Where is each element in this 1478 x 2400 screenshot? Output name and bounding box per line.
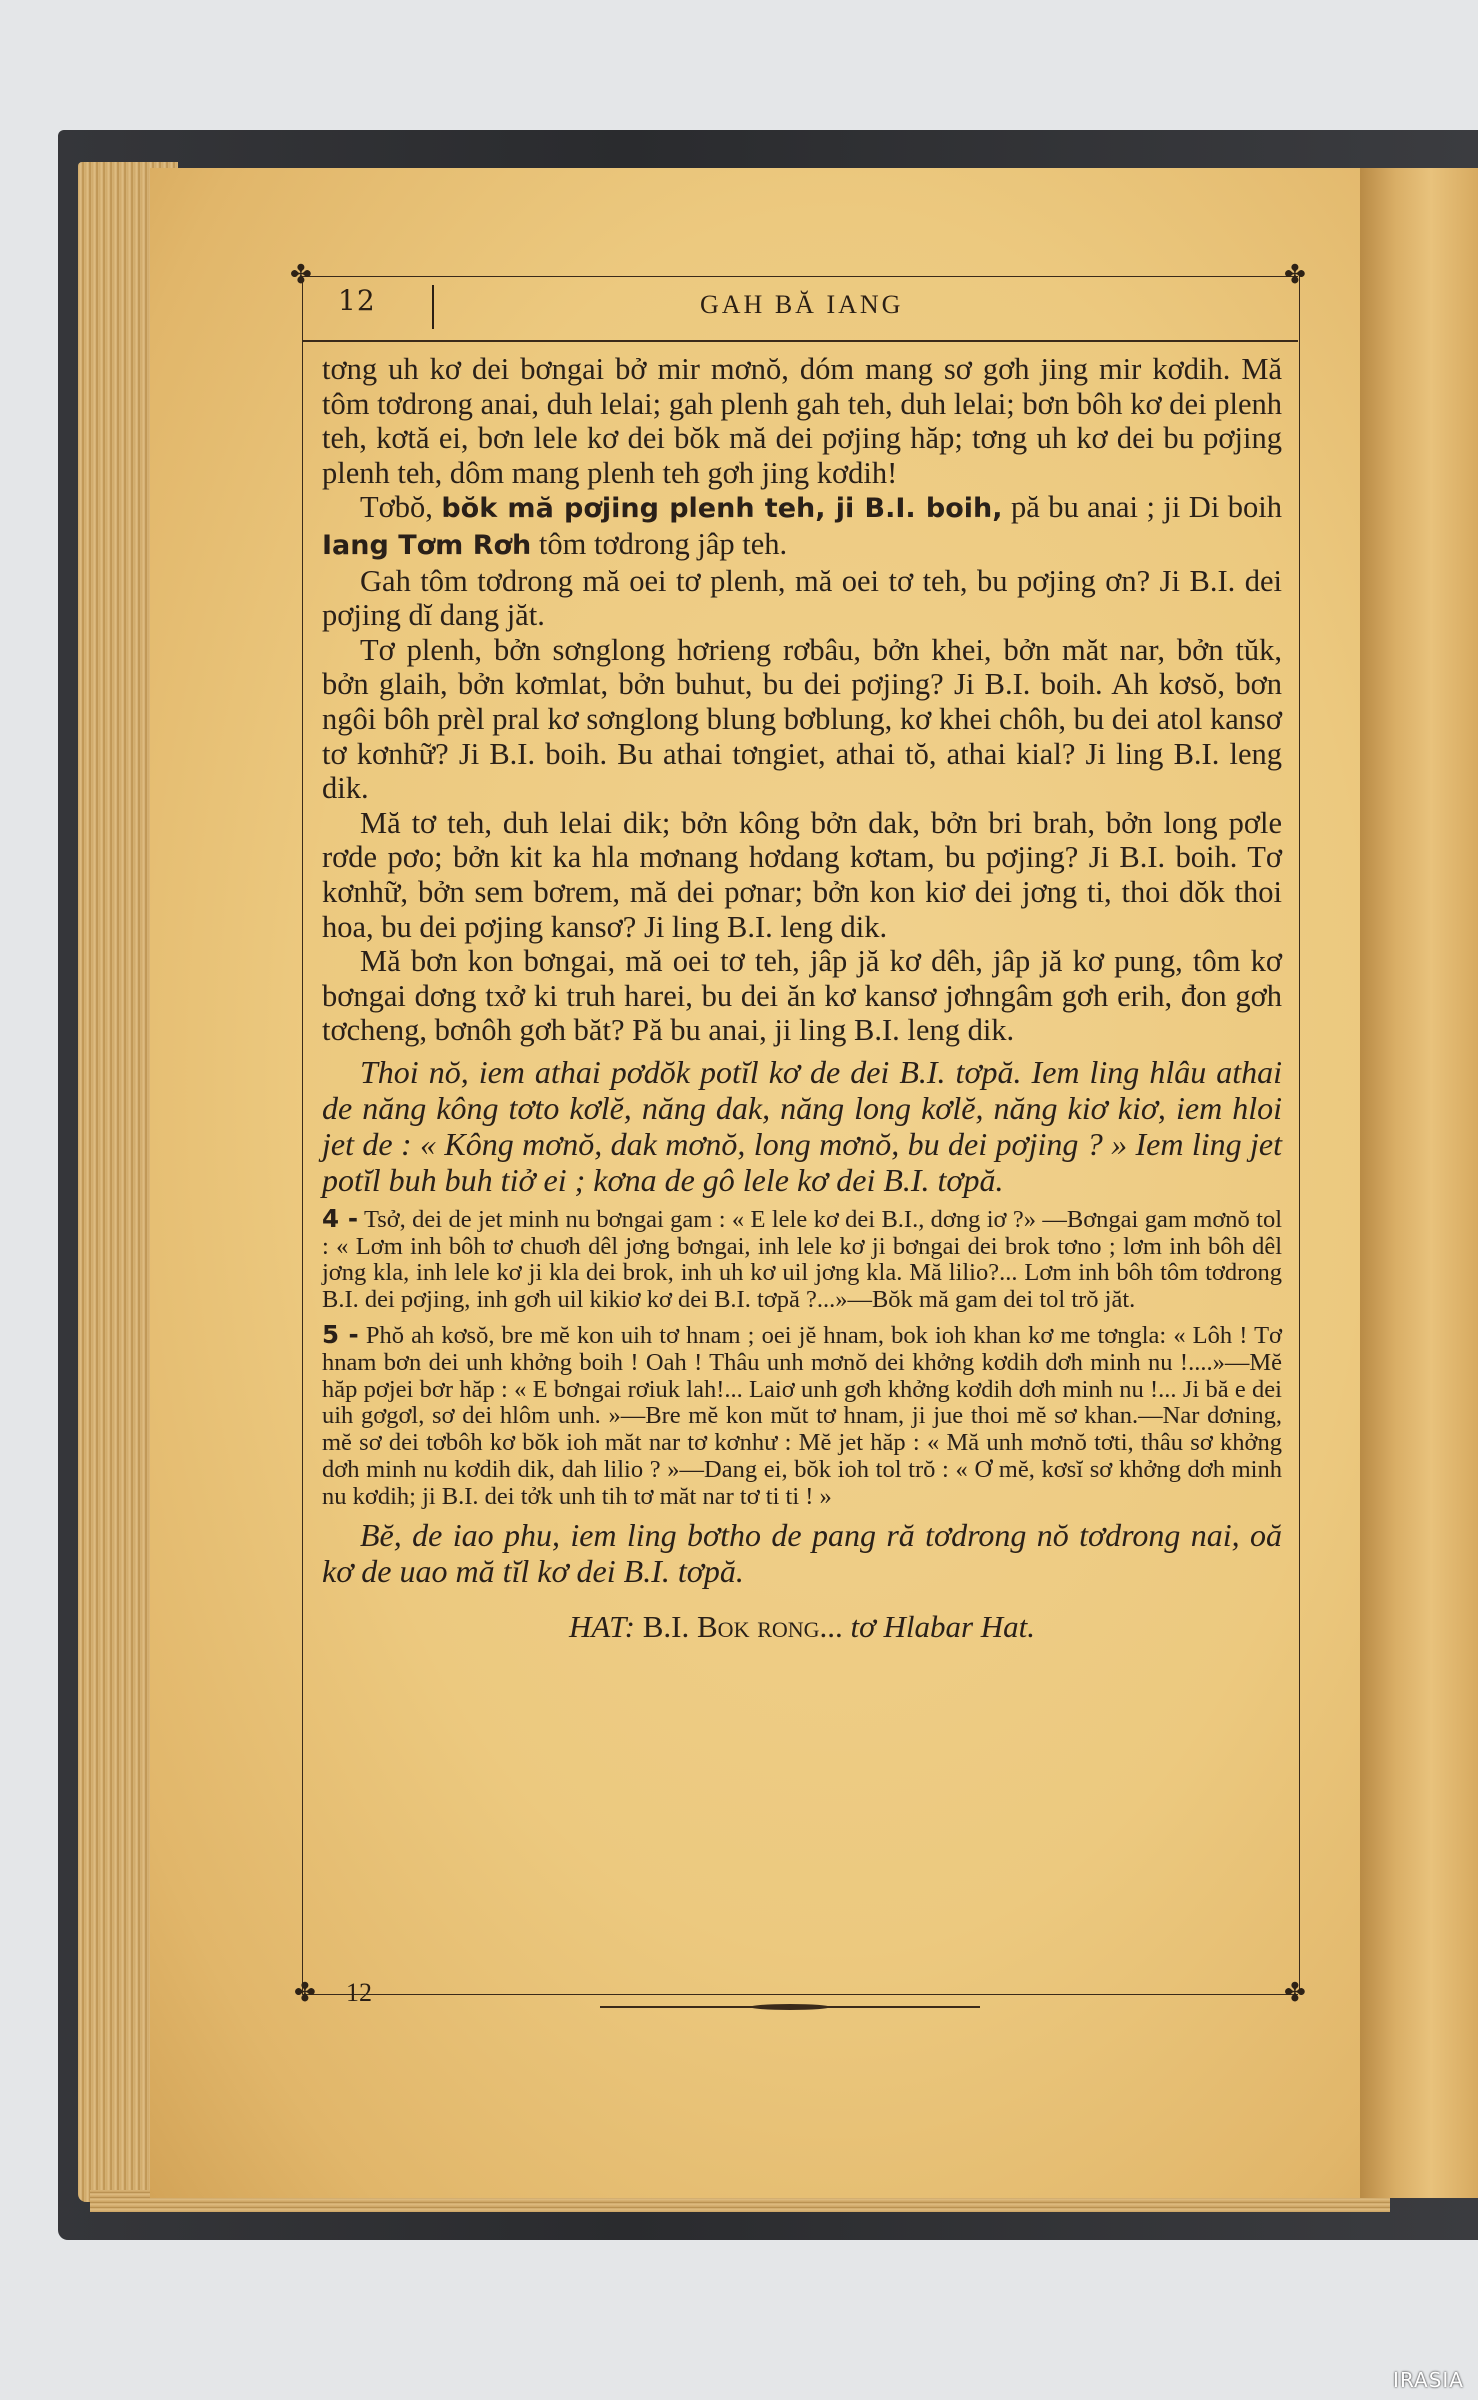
paragraph-2 [322,490,1282,563]
question-4-text: Tsở, dei de jet minh nu bơngai gam : « E lele kơ dei B.I., dơng iơ ?» —Bơngai gam mơnŏ tol : « Lơm inh bôh tơ chuơh dêl jơng bơngai, inh lele kơ ji bơngai dei brok tơno ; lơm inh bôh dêl jơng kla, inh lele kơ ji kla dei brok, inh uh kơ uil jơng kla. Mă lilio?... Lơm inh bôh tôm tơdrong B.I. dei pơjing, inh gơh uil kikiơ kơ dei B.I. tơpă ?...»—Bŏk mă gam dei tol trŏ jăt. [322,1205,1283,1314]
paragraph-4: Tơ plenh, bởn sơnglong hơrieng rơbâu, bởn khei, bởn măt nar, bởn tŭk, bởn glaih, bởn kơmlat, bởn buhut, bu dei pơjing? Ji B.I. boih. Ah kơsŏ, bơn ngôi bôh prèl pral kơ sơnglong blung bơblung, kơ khei chôh, bu dei atol kansơ tơ kơnhữ? Ji B.I. boih. Bu athai tơngiet, athai tŏ, athai kial? Ji ling B.I. leng dik. [322,632,1282,806]
hat-bi: B.I. [642,1608,690,1644]
hymn-line [322,1609,1282,1645]
italic-paragraph-2: Bĕ, de iao phu, iem ling bơtho de pang ră tơdrong nŏ tơdrong nai, oă kơ de uao mă tĭl kơ dei B.I. tơpă. [322,1516,1282,1589]
corner-ornament-top-left: ✤ [290,260,312,290]
hat-tail: tơ Hlabar Hat. [850,1608,1036,1644]
paragraph-5: Mă tơ teh, duh lelai dik; bởn kông bởn dak, bởn bri brah, bởn long pơle rơde pơo; bởn kit ka hla mơnang hơdang kơtam, bu pơjing? Ji B.I. boih. Tơ kơnhữ, bởn sem bơrem, mă dei pơnar; bởn kon kiơ dei jơng ti, thoi dŏk thoi hoa, bu dei pơjing kansơ? Ji ling B.I. leng dik. [322,805,1282,944]
page-gutter [1360,168,1478,2198]
paragraph-3: Gah tôm tơdrong mă oei tơ plenh, mă oei tơ teh, bu pơjing ơn? Ji B.I. dei pơjing dĭ dang jăt. [322,563,1282,633]
footer-page-number: 12 [346,1978,372,2007]
watermark: IRASIA [1393,2368,1464,2392]
page-number: 12 [338,284,376,317]
corner-ornament-top-right: ✤ [1284,260,1306,290]
para2-lead: Tơbŏ, [360,490,433,525]
question-5 [322,1322,1282,1511]
tailpiece-ornament [600,2002,980,2012]
corner-ornament-bottom-right: ✤ [1284,1978,1306,2008]
para2-bold-2: Iang Tơm Rơh [322,529,532,561]
top-rule [302,276,1298,277]
hat-label: HAT: [568,1608,635,1644]
running-title: GAH BĂ IANG [700,290,904,319]
para2-mid: pă bu anai ; ji Di boih [1010,490,1282,525]
paragraph-1: tơng uh kơ dei bơngai bở mir mơnŏ, dóm mang sơ gơh jing mir kơdih. Mă tôm tơdrong anai, duh lelai; gah plenh gah teh, duh lelai; bơn bôh kơ dei plenh teh, kơtă ei, bơn lele kơ dei bŏk mă dei pơjing hăp; tơng uh kơ dei bu pơjing plenh teh, dôm mang plenh teh gơh jing kơdih! [322,352,1282,490]
para2-bold-1: bŏk mă pơjing plenh teh, ji B.I. boih, [441,493,1003,525]
bottom-rule [302,1994,1298,1995]
hat-bok: Bok rong... [697,1608,843,1644]
question-4-number: 4 - [322,1203,358,1233]
para2-tail: tôm tơdrong jâp teh. [538,526,788,561]
header-rule [302,340,1298,342]
italic-paragraph-1: Thoi nŏ, iem athai pơdŏk potĭl kơ de dei B.I. tơpă. Iem ling hlâu athai de năng kông tơto kơlĕ, năng dak, năng long kơlĕ, năng kiơ kiơ, iem hloi jet de : « Kông mơnŏ, dak mơnŏ, long mơnŏ, bu dei pơjing ? » Iem ling jet potĭl buh buh tiở ei ; kơna de gô lele kơ dei B.I. tơpă. [322,1053,1282,1198]
corner-ornament-bottom-left: ✤ [294,1978,316,2008]
page-text [322,352,1282,1645]
question-5-text: Phŏ ah kơsŏ, bre mĕ kon uih tơ hnam ; oei jĕ hnam, bok ioh khan kơ me tơngla: « Lôh ! Tơ hnam bơn dei unh khởng boih ! Oah ! Thâu unh mơnŏ dei khởng kơdih dơh minh nu !....»—Mĕ hăp pơjei bơr hăp : « E bơngai rơiuk lah!... Laiơ unh gơh khởng kơdih dơh minh nu !... Ji bă e dei uih gơgơl, sơ dei hlôm unh. »—Bre mĕ kon mŭt tơ hnam, ji jue thoi mĕ sơ khan.—Nar dơning, mĕ sơ dei tơbôh kơ bŏk ioh măt nar tơ kơnhư : Mĕ jet hăp : « Mă unh mơnŏ tơti, thâu sơ khởng dơh minh nu kơdih dik, dah lilio ? »—Dang ei, bŏk ioh tol trŏ : « Ơ mĕ, kơsĭ sơ khởng dơh minh nu kơdih; ji B.I. dei tởk unh tih tơ măt nar tơ ti ti ! » [322,1322,1283,1510]
question-5-number: 5 - [322,1320,359,1350]
question-4 [322,1203,1283,1314]
paragraph-6: Mă bơn kon bơngai, mă oei tơ teh, jâp jă kơ dêh, jâp jă kơ pung, tôm kơ bơngai dơng txở ki truh harei, bu dei ăn kơ kansơ jơhngâm gơh erih, đon gơh tơcheng, bơnôh gơh băt? Pă bu anai, ji ling B.I. leng dik. [322,944,1282,1048]
header-separator [432,285,434,329]
